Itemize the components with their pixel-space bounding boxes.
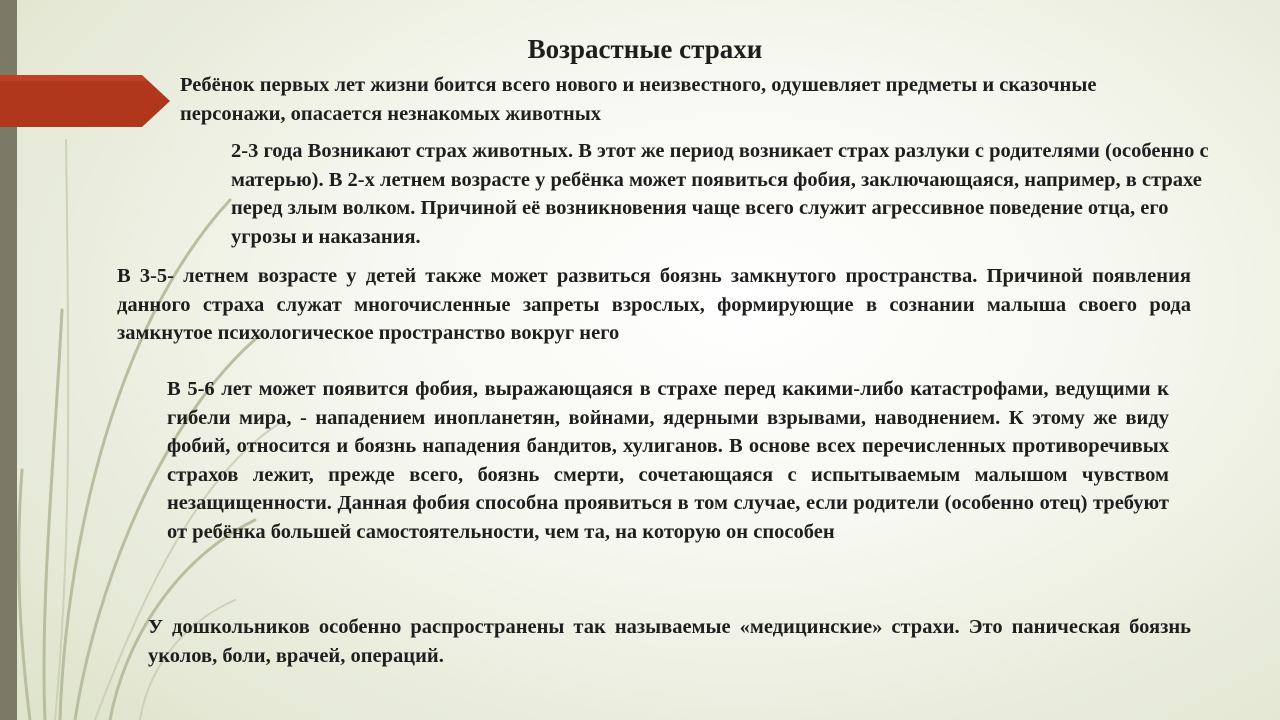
paragraph-age-5-6: В 5-6 лет может появится фобия, выражающаяся в страхе перед какими-либо катастрофами, ведущими к гибели мира, - нападением инопланетян, войнами, ядерными взрывами, наводнением. К этому же виду фобий, относится и боязнь нападения бандитов, хулиганов. В основе всех перечисленных противоречивых страхов лежит, прежде всего, боязнь смерти, сочетающаяся с испытываемым малышом чувством незащищенности. Данная фобия способна проявиться в том случае, если родители (особенно отец) требуют от ребёнка большей самостоятельности, чем та, на которую он способен (167, 378, 1169, 543)
arrow-ribbon-icon (0, 75, 170, 127)
paragraph-age-3-5: В 3-5- летнем возрасте у детей также может развиться боязнь замкнутого пространства. Причиной появления данного страха служат многочисленные запреты взрослых, формирующие в сознании малыша своего рода замкнутое психологическое пространство вокруг него (117, 265, 1191, 344)
paragraph-age-2-3: 2-3 года Возникают страх животных. В этот же период возникает страх разлуки с родителями (особенно с матерью). В 2-х летнем возрасте у ребёнка может появиться фобия, заключающаяся, например, в страхе перед злым волком. Причиной её возникновения чаще всего служит агрессивное поведение отца, его угрозы и наказания. (231, 140, 1209, 248)
paragraph-preschool-medical: У дошкольников особенно распространены так называемые «медицинские» страхи. Это паническая боязнь уколов, боли, врачей, операций. (148, 616, 1191, 667)
slide-title: Возрастные страхи (527, 34, 763, 64)
paragraph-early-childhood: Ребёнок первых лет жизни боится всего нового и неизвестного, одушевляет предметы и сказочные персонажи, опасается незнакомых животных (180, 74, 1097, 125)
